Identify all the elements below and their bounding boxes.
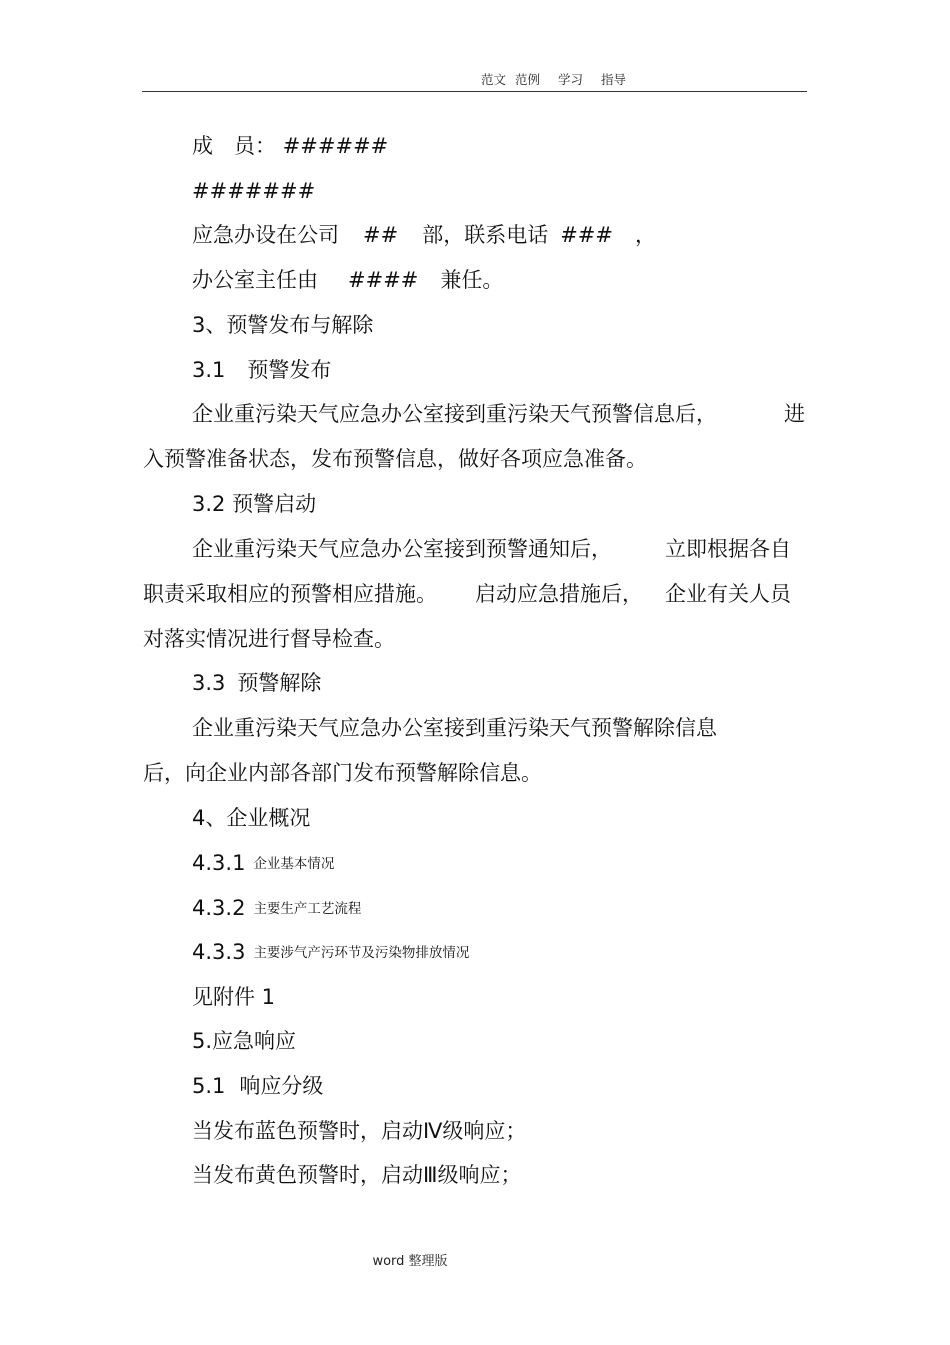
section-4-title: 4、企业概况 bbox=[192, 806, 311, 830]
section-number: 4.3.1 bbox=[192, 851, 246, 875]
page-footer: word 整理版 bbox=[372, 1254, 448, 1269]
members-label: 成 员： bbox=[192, 134, 276, 158]
office-phone: ### bbox=[560, 223, 613, 247]
section-3-2-title: 3.2 预警启动 bbox=[192, 492, 317, 516]
blue-warning-line: 当发布蓝色预警时，启动Ⅳ级响应； bbox=[192, 1119, 527, 1143]
section-title: 企业基本情况 bbox=[253, 856, 335, 872]
header-rule bbox=[142, 91, 807, 92]
page-header bbox=[0, 68, 950, 88]
section-number: 3.3 bbox=[192, 671, 226, 695]
section-number: 4.3.3 bbox=[192, 940, 246, 964]
paragraph-3-2-line-2-mid: 启动应急措施后， bbox=[475, 582, 643, 606]
office-line bbox=[192, 221, 656, 249]
paragraph-3-2-line-1-end: 立即根据各自 bbox=[665, 537, 791, 561]
section-3-title: 3、预警发布与解除 bbox=[192, 313, 374, 337]
office-dept: ## bbox=[363, 223, 399, 247]
paragraph-3-3-line-1: 企业重污染天气应急办公室接到重污染天气预警解除信息 bbox=[192, 716, 717, 740]
section-3-1-title bbox=[192, 356, 331, 384]
paragraph-3-1-line-2: 入预警准备状态，发布预警信息，做好各项应急准备。 bbox=[143, 447, 647, 471]
paragraph-3-1-line-1-end: 进 bbox=[784, 402, 805, 426]
section-title: 响应分级 bbox=[239, 1074, 324, 1098]
office-text: ， bbox=[635, 223, 656, 247]
section-title: 主要生产工艺流程 bbox=[253, 901, 362, 917]
section-number: 5.1 bbox=[192, 1074, 226, 1098]
paragraph-3-2-line-2: 职责采取相应的预警相应措施。 bbox=[143, 582, 437, 606]
header-item: 范文 bbox=[481, 72, 507, 87]
office-text: 应急办设在公司 bbox=[192, 223, 339, 247]
director-text: 办公室主任由 bbox=[192, 268, 318, 292]
section-title: 预警发布 bbox=[247, 358, 332, 382]
section-3-3-title bbox=[192, 669, 321, 697]
director-line bbox=[192, 266, 503, 294]
members-line bbox=[192, 132, 388, 160]
see-attachment: 见附件 1 bbox=[192, 985, 276, 1009]
paragraph-3-3-line-2: 后，向企业内部各部门发布预警解除信息。 bbox=[143, 761, 542, 785]
section-title: 主要涉气产污环节及污染物排放情况 bbox=[253, 945, 470, 961]
members-value: ###### bbox=[282, 134, 389, 158]
office-text: 部，联系电话 bbox=[422, 223, 549, 247]
section-title: 预警解除 bbox=[237, 671, 322, 695]
paragraph-3-2-line-1: 企业重污染天气应急办公室接到预警通知后， bbox=[192, 537, 612, 561]
director-text: 兼任。 bbox=[440, 268, 504, 292]
subsection-4-3-1 bbox=[192, 849, 334, 878]
section-number: 4.3.2 bbox=[192, 896, 246, 920]
paragraph-3-1-line-1: 企业重污染天气应急办公室接到重污染天气预警信息后， bbox=[192, 402, 717, 426]
paragraph-3-2-line-3: 对落实情况进行督导检查。 bbox=[143, 627, 395, 651]
yellow-warning-line: 当发布黄色预警时，启动Ⅲ级响应； bbox=[192, 1163, 522, 1187]
header-item: 范例 bbox=[515, 72, 541, 87]
hash-line: ####### bbox=[192, 179, 316, 203]
section-number: 3.1 bbox=[192, 358, 226, 382]
director-name: #### bbox=[348, 268, 419, 292]
section-5-1-title bbox=[192, 1072, 323, 1100]
header-item: 指导 bbox=[601, 72, 627, 87]
subsection-4-3-2 bbox=[192, 894, 361, 923]
header-item: 学习 bbox=[558, 72, 584, 87]
subsection-4-3-3 bbox=[192, 938, 469, 967]
section-5-title: 5.应急响应 bbox=[192, 1029, 297, 1053]
paragraph-3-2-line-2-end: 企业有关人员 bbox=[665, 582, 791, 606]
